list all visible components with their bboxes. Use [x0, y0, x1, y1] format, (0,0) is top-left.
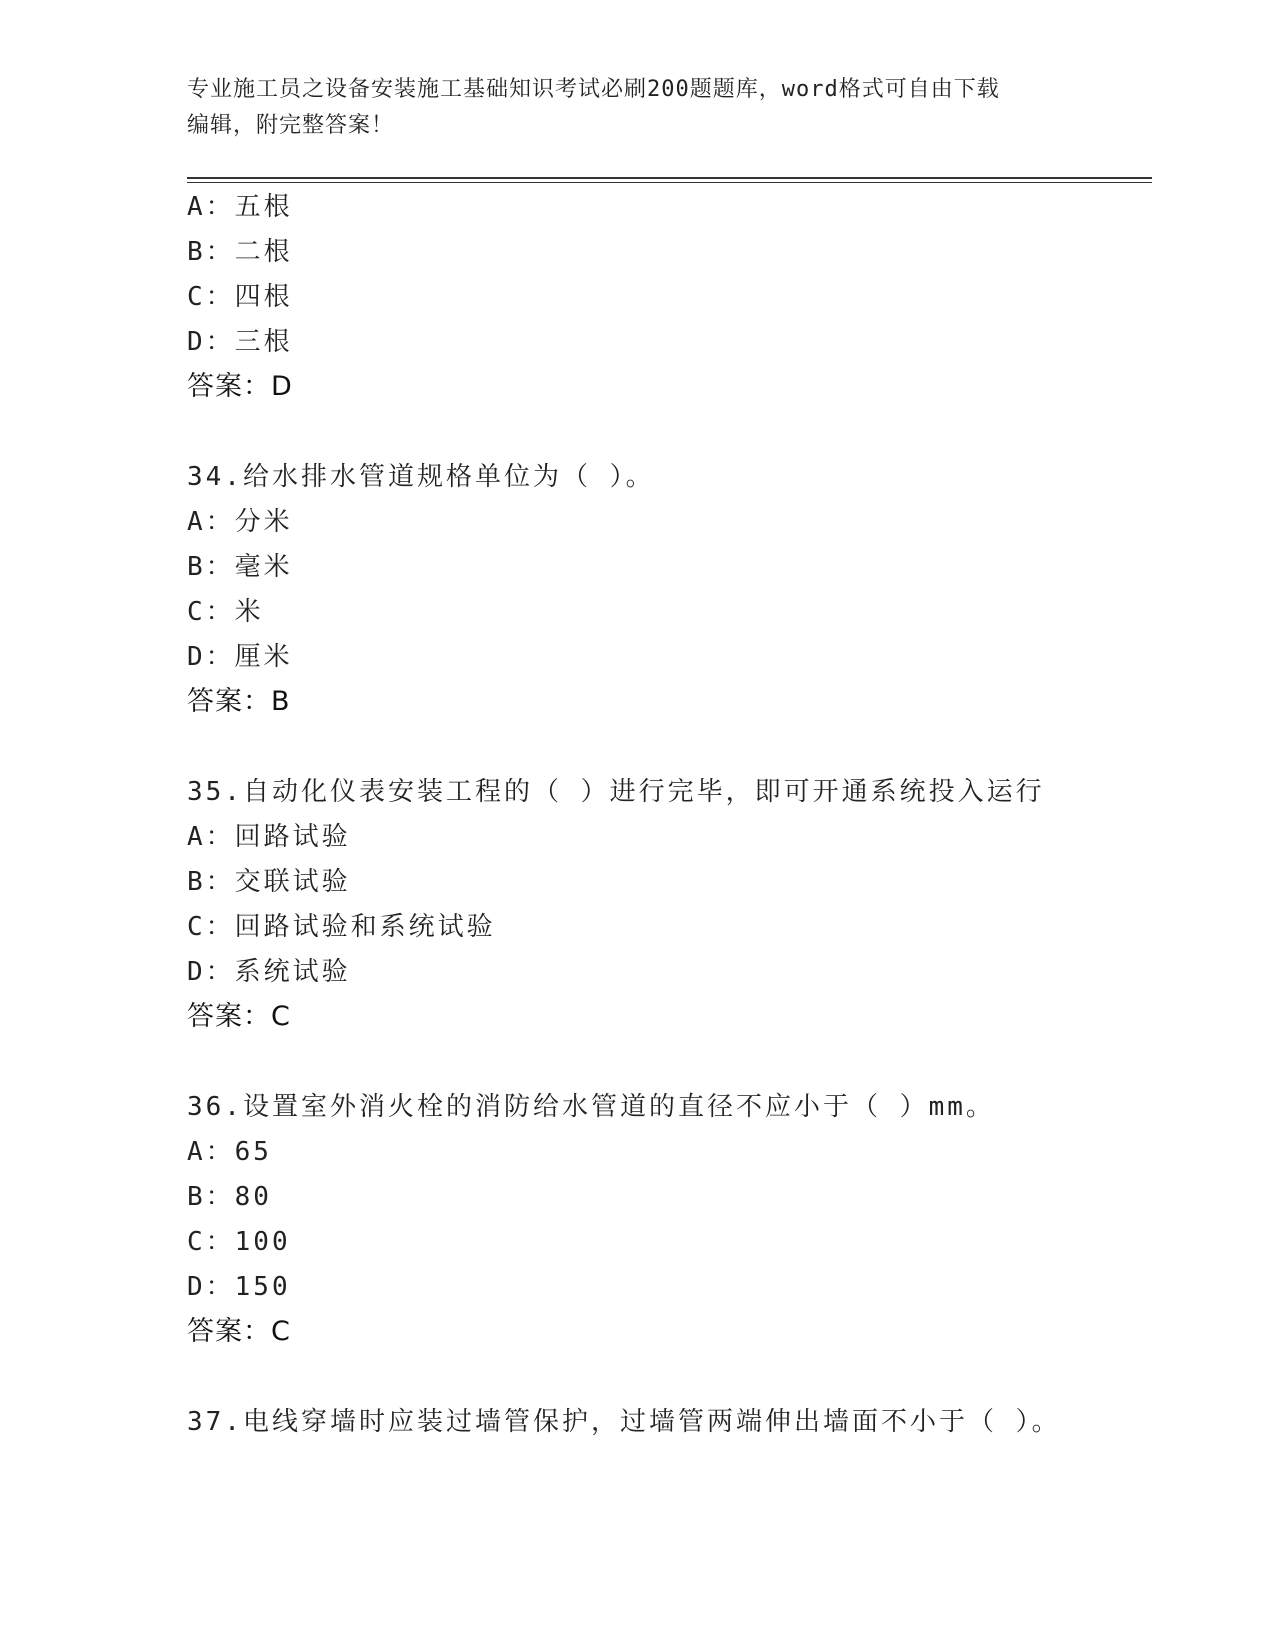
- option-a: A：分米: [187, 507, 293, 537]
- option-a: A：五根: [187, 192, 293, 222]
- option-b: B：80: [187, 1182, 272, 1212]
- option-c: C：回路试验和系统试验: [187, 912, 496, 942]
- header-divider-thick: [187, 177, 1152, 179]
- answer: 答案：B: [187, 686, 291, 717]
- header-divider-thin: [187, 182, 1152, 183]
- option-b: B：毫米: [187, 552, 293, 582]
- question-stem: 37.电线穿墙时应装过墙管保护，过墙管两端伸出墙面不小于（ ）。: [187, 1407, 1061, 1437]
- option-c: C：米: [187, 597, 264, 627]
- question-stem: 34.给水排水管道规格单位为（ ）。: [187, 462, 655, 492]
- option-c: C：100: [187, 1227, 291, 1257]
- option-d: D：三根: [187, 327, 293, 357]
- option-a: A：回路试验: [187, 822, 351, 852]
- option-d: D：厘米: [187, 642, 293, 672]
- answer: 答案：C: [187, 1316, 291, 1347]
- option-c: C：四根: [187, 282, 293, 312]
- answer: 答案：D: [187, 371, 293, 402]
- option-b: B：交联试验: [187, 867, 351, 897]
- option-d: D：系统试验: [187, 957, 351, 987]
- question-stem: 35.自动化仪表安装工程的（ ）进行完毕，即可开通系统投入运行: [187, 777, 1045, 807]
- option-d: D：150: [187, 1272, 291, 1302]
- document-header: [187, 72, 1067, 144]
- header-line-1: 专业施工员之设备安装施工基础知识考试必刷200题题库，word格式可自由下载: [187, 77, 1000, 102]
- question-stem: 36.设置室外消火栓的消防给水管道的直径不应小于（ ）mm。: [187, 1092, 995, 1122]
- answer: 答案：C: [187, 1001, 291, 1032]
- option-b: B：二根: [187, 237, 293, 267]
- option-a: A：65: [187, 1137, 272, 1167]
- header-line-2: 编辑，附完整答案！: [187, 113, 395, 138]
